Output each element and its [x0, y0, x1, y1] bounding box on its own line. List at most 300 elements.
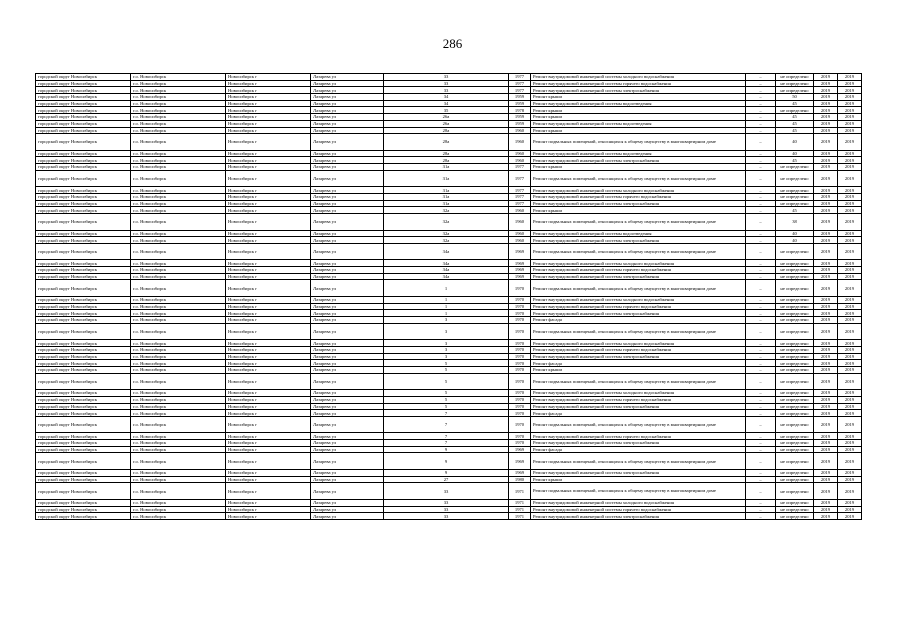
- city-cell: Новосибирск г: [226, 483, 311, 500]
- plan-year-end-cell: 2019: [838, 390, 862, 397]
- street-cell: Лазарева ул: [311, 476, 384, 483]
- build-year-cell: 1977: [509, 170, 531, 187]
- plan-year-start-cell: 2019: [814, 280, 838, 297]
- dash-cell: –: [746, 80, 776, 87]
- house-number-cell: 33: [384, 506, 509, 513]
- district-cell: городской округ Новосибирск: [36, 230, 131, 237]
- plan-year-end-cell: 2019: [838, 100, 862, 107]
- house-number-cell: 33: [384, 499, 509, 506]
- plan-year-end-cell: 2019: [838, 200, 862, 207]
- cost-cell: не определено: [776, 243, 814, 260]
- house-number-cell: 1: [384, 303, 509, 310]
- cost-cell: не определено: [776, 193, 814, 200]
- district-cell: городской округ Новосибирск: [36, 100, 131, 107]
- dash-cell: –: [746, 157, 776, 164]
- city-cell: Новосибирск г: [226, 100, 311, 107]
- dash-cell: –: [746, 100, 776, 107]
- dash-cell: –: [746, 107, 776, 114]
- settlement-cell: г.о. Новосибирск: [131, 453, 226, 470]
- settlement-cell: г.о. Новосибирск: [131, 127, 226, 134]
- house-number-cell: 28а: [384, 134, 509, 151]
- settlement-cell: г.о. Новосибирск: [131, 100, 226, 107]
- street-cell: Лазарева ул: [311, 157, 384, 164]
- table-row: [36, 410, 862, 417]
- house-number-cell: 31а: [384, 164, 509, 171]
- district-cell: городской округ Новосибирск: [36, 267, 131, 274]
- work-type-cell: Ремонт внутридомовой инженерной системы электроснабжения: [531, 440, 746, 447]
- street-cell: Лазарева ул: [311, 303, 384, 310]
- settlement-cell: г.о. Новосибирск: [131, 303, 226, 310]
- plan-year-start-cell: 2019: [814, 513, 838, 520]
- city-cell: Новосибирск г: [226, 134, 311, 151]
- dash-cell: –: [746, 150, 776, 157]
- plan-year-end-cell: 2019: [838, 433, 862, 440]
- build-year-cell: 1970: [509, 346, 531, 353]
- table-row: [36, 150, 862, 157]
- plan-year-end-cell: 2019: [838, 513, 862, 520]
- plan-year-end-cell: 2019: [838, 187, 862, 194]
- city-cell: Новосибирск г: [226, 230, 311, 237]
- street-cell: Лазарева ул: [311, 469, 384, 476]
- district-cell: городской округ Новосибирск: [36, 87, 131, 94]
- cost-cell: не определено: [776, 390, 814, 397]
- cost-cell: не определено: [776, 340, 814, 347]
- plan-year-start-cell: 2019: [814, 360, 838, 367]
- settlement-cell: г.о. Новосибирск: [131, 323, 226, 340]
- build-year-cell: 1970: [509, 373, 531, 390]
- district-cell: городской округ Новосибирск: [36, 310, 131, 317]
- table-row: [36, 273, 862, 280]
- city-cell: Новосибирск г: [226, 150, 311, 157]
- settlement-cell: г.о. Новосибирск: [131, 346, 226, 353]
- street-cell: Лазарева ул: [311, 230, 384, 237]
- street-cell: Лазарева ул: [311, 499, 384, 506]
- plan-year-end-cell: 2019: [838, 120, 862, 127]
- table-row: [36, 243, 862, 260]
- plan-year-start-cell: 2019: [814, 100, 838, 107]
- settlement-cell: г.о. Новосибирск: [131, 410, 226, 417]
- dash-cell: –: [746, 207, 776, 214]
- plan-year-end-cell: 2019: [838, 230, 862, 237]
- dash-cell: –: [746, 296, 776, 303]
- plan-year-start-cell: 2019: [814, 506, 838, 513]
- table-row: [36, 446, 862, 453]
- plan-year-end-cell: 2019: [838, 273, 862, 280]
- district-cell: городской округ Новосибирск: [36, 366, 131, 373]
- cost-cell: не определено: [776, 433, 814, 440]
- cost-cell: не определено: [776, 373, 814, 390]
- build-year-cell: 1960: [509, 237, 531, 244]
- street-cell: Лазарева ул: [311, 207, 384, 214]
- city-cell: Новосибирск г: [226, 433, 311, 440]
- house-number-cell: 33: [384, 74, 509, 81]
- plan-year-end-cell: 2019: [838, 243, 862, 260]
- plan-year-end-cell: 2019: [838, 317, 862, 324]
- settlement-cell: г.о. Новосибирск: [131, 469, 226, 476]
- settlement-cell: г.о. Новосибирск: [131, 317, 226, 324]
- house-number-cell: 27: [384, 476, 509, 483]
- settlement-cell: г.о. Новосибирск: [131, 164, 226, 171]
- city-cell: Новосибирск г: [226, 360, 311, 367]
- plan-year-start-cell: 2019: [814, 346, 838, 353]
- plan-year-end-cell: 2019: [838, 499, 862, 506]
- plan-year-start-cell: 2019: [814, 373, 838, 390]
- cost-cell: не определено: [776, 506, 814, 513]
- plan-year-end-cell: 2019: [838, 170, 862, 187]
- dash-cell: –: [746, 134, 776, 151]
- settlement-cell: г.о. Новосибирск: [131, 230, 226, 237]
- city-cell: Новосибирск г: [226, 260, 311, 267]
- street-cell: Лазарева ул: [311, 267, 384, 274]
- work-type-cell: Ремонт подвальных помещений, относящихся к общему имуществу в многоквартирном доме: [531, 243, 746, 260]
- settlement-cell: г.о. Новосибирск: [131, 237, 226, 244]
- settlement-cell: г.о. Новосибирск: [131, 403, 226, 410]
- plan-year-start-cell: 2019: [814, 187, 838, 194]
- work-type-cell: Ремонт подвальных помещений, относящихся к общему имуществу в многоквартирном доме: [531, 416, 746, 433]
- build-year-cell: 1970: [509, 296, 531, 303]
- street-cell: Лазарева ул: [311, 87, 384, 94]
- house-number-cell: 28а: [384, 157, 509, 164]
- work-type-cell: Ремонт внутридомовой инженерной системы холодного водоснабжения: [531, 74, 746, 81]
- table-row: [36, 127, 862, 134]
- dash-cell: –: [746, 513, 776, 520]
- work-type-cell: Ремонт подвальных помещений, относящихся к общему имуществу в многоквартирном доме: [531, 134, 746, 151]
- dash-cell: –: [746, 366, 776, 373]
- build-year-cell: 1978: [509, 107, 531, 114]
- work-type-cell: Ремонт внутридомовой инженерной системы электроснабжения: [531, 157, 746, 164]
- settlement-cell: г.о. Новосибирск: [131, 310, 226, 317]
- plan-year-end-cell: 2019: [838, 74, 862, 81]
- district-cell: городской округ Новосибирск: [36, 483, 131, 500]
- cost-cell: не определено: [776, 453, 814, 470]
- city-cell: Новосибирск г: [226, 193, 311, 200]
- settlement-cell: г.о. Новосибирск: [131, 80, 226, 87]
- street-cell: Лазарева ул: [311, 193, 384, 200]
- plan-year-end-cell: 2019: [838, 396, 862, 403]
- table-row: [36, 107, 862, 114]
- house-number-cell: 33: [384, 87, 509, 94]
- street-cell: Лазарева ул: [311, 403, 384, 410]
- table-row: [36, 260, 862, 267]
- district-cell: городской округ Новосибирск: [36, 243, 131, 260]
- settlement-cell: г.о. Новосибирск: [131, 134, 226, 151]
- work-type-cell: Ремонт внутридомовой инженерной системы горячего водоснабжения: [531, 267, 746, 274]
- house-number-cell: 3: [384, 353, 509, 360]
- build-year-cell: 1960: [509, 150, 531, 157]
- work-type-cell: Ремонт внутридомовой инженерной системы холодного водоснабжения: [531, 296, 746, 303]
- cost-cell: не определено: [776, 87, 814, 94]
- settlement-cell: г.о. Новосибирск: [131, 446, 226, 453]
- build-year-cell: 1970: [509, 440, 531, 447]
- district-cell: городской округ Новосибирск: [36, 150, 131, 157]
- plan-year-end-cell: 2019: [838, 373, 862, 390]
- city-cell: Новосибирск г: [226, 396, 311, 403]
- plan-year-end-cell: 2019: [838, 403, 862, 410]
- settlement-cell: г.о. Новосибирск: [131, 483, 226, 500]
- cost-cell: не определено: [776, 80, 814, 87]
- build-year-cell: 1970: [509, 433, 531, 440]
- city-cell: Новосибирск г: [226, 74, 311, 81]
- settlement-cell: г.о. Новосибирск: [131, 396, 226, 403]
- table-row: [36, 170, 862, 187]
- house-number-cell: 26а: [384, 120, 509, 127]
- dash-cell: –: [746, 243, 776, 260]
- dash-cell: –: [746, 187, 776, 194]
- street-cell: Лазарева ул: [311, 513, 384, 520]
- cost-cell: 40: [776, 237, 814, 244]
- dash-cell: –: [746, 94, 776, 101]
- work-type-cell: Ремонт внутридомовой инженерной системы горячего водоснабжения: [531, 396, 746, 403]
- settlement-cell: г.о. Новосибирск: [131, 440, 226, 447]
- cost-cell: не определено: [776, 187, 814, 194]
- district-cell: городской округ Новосибирск: [36, 237, 131, 244]
- table-row: [36, 187, 862, 194]
- district-cell: городской округ Новосибирск: [36, 403, 131, 410]
- city-cell: Новосибирск г: [226, 340, 311, 347]
- table-row: [36, 193, 862, 200]
- cost-cell: не определено: [776, 267, 814, 274]
- table-row: [36, 207, 862, 214]
- cost-cell: 40: [776, 150, 814, 157]
- street-cell: Лазарева ул: [311, 440, 384, 447]
- cost-cell: не определено: [776, 303, 814, 310]
- street-cell: Лазарева ул: [311, 353, 384, 360]
- work-type-cell: Ремонт крыши: [531, 94, 746, 101]
- dash-cell: –: [746, 310, 776, 317]
- settlement-cell: г.о. Новосибирск: [131, 296, 226, 303]
- table-row: [36, 214, 862, 231]
- cost-cell: не определено: [776, 499, 814, 506]
- dash-cell: –: [746, 446, 776, 453]
- house-number-cell: 5: [384, 390, 509, 397]
- work-type-cell: Ремонт крыши: [531, 107, 746, 114]
- build-year-cell: 1977: [509, 200, 531, 207]
- district-cell: городской округ Новосибирск: [36, 440, 131, 447]
- district-cell: городской округ Новосибирск: [36, 260, 131, 267]
- city-cell: Новосибирск г: [226, 410, 311, 417]
- street-cell: Лазарева ул: [311, 134, 384, 151]
- city-cell: Новосибирск г: [226, 273, 311, 280]
- street-cell: Лазарева ул: [311, 433, 384, 440]
- district-cell: городской округ Новосибирск: [36, 107, 131, 114]
- table-row: [36, 346, 862, 353]
- district-cell: городской округ Новосибирск: [36, 214, 131, 231]
- table-row: [36, 317, 862, 324]
- table-row: [36, 340, 862, 347]
- district-cell: городской округ Новосибирск: [36, 317, 131, 324]
- build-year-cell: 1959: [509, 100, 531, 107]
- table-row: [36, 483, 862, 500]
- cost-cell: 40: [776, 134, 814, 151]
- work-type-cell: Ремонт подвальных помещений, относящихся к общему имуществу в многоквартирном доме: [531, 373, 746, 390]
- street-cell: Лазарева ул: [311, 410, 384, 417]
- house-number-cell: 5: [384, 396, 509, 403]
- settlement-cell: г.о. Новосибирск: [131, 150, 226, 157]
- build-year-cell: 1971: [509, 506, 531, 513]
- cost-cell: не определено: [776, 410, 814, 417]
- house-number-cell: 33: [384, 513, 509, 520]
- street-cell: Лазарева ул: [311, 237, 384, 244]
- street-cell: Лазарева ул: [311, 373, 384, 390]
- table-row: [36, 74, 862, 81]
- table-row: [36, 323, 862, 340]
- plan-year-start-cell: 2019: [814, 134, 838, 151]
- plan-year-end-cell: 2019: [838, 237, 862, 244]
- dash-cell: –: [746, 230, 776, 237]
- plan-year-start-cell: 2019: [814, 353, 838, 360]
- house-number-cell: 9: [384, 453, 509, 470]
- plan-year-start-cell: 2019: [814, 410, 838, 417]
- dash-cell: –: [746, 87, 776, 94]
- cost-cell: не определено: [776, 416, 814, 433]
- dash-cell: –: [746, 323, 776, 340]
- work-type-cell: Ремонт внутридомовой инженерной системы водоотведения: [531, 230, 746, 237]
- plan-year-end-cell: 2019: [838, 483, 862, 500]
- work-type-cell: Ремонт внутридомовой инженерной системы водоотведения: [531, 100, 746, 107]
- build-year-cell: 1977: [509, 193, 531, 200]
- build-year-cell: 1970: [509, 317, 531, 324]
- table-row: [36, 303, 862, 310]
- table-row: [36, 80, 862, 87]
- house-number-cell: 32а: [384, 207, 509, 214]
- cost-cell: не определено: [776, 513, 814, 520]
- cost-cell: не определено: [776, 260, 814, 267]
- street-cell: Лазарева ул: [311, 483, 384, 500]
- settlement-cell: г.о. Новосибирск: [131, 87, 226, 94]
- settlement-cell: г.о. Новосибирск: [131, 187, 226, 194]
- street-cell: Лазарева ул: [311, 150, 384, 157]
- street-cell: Лазарева ул: [311, 187, 384, 194]
- cost-cell: не определено: [776, 346, 814, 353]
- build-year-cell: 1970: [509, 303, 531, 310]
- work-type-cell: Ремонт внутридомовой инженерной системы горячего водоснабжения: [531, 506, 746, 513]
- build-year-cell: 1960: [509, 157, 531, 164]
- dash-cell: –: [746, 127, 776, 134]
- plan-year-end-cell: 2019: [838, 310, 862, 317]
- work-type-cell: Ремонт фасада: [531, 360, 746, 367]
- city-cell: Новосибирск г: [226, 207, 311, 214]
- house-number-cell: 7: [384, 440, 509, 447]
- house-number-cell: 3: [384, 323, 509, 340]
- dash-cell: –: [746, 416, 776, 433]
- dash-cell: –: [746, 74, 776, 81]
- work-type-cell: Ремонт внутридомовой инженерной системы горячего водоснабжения: [531, 303, 746, 310]
- house-number-cell: 31а: [384, 193, 509, 200]
- district-cell: городской округ Новосибирск: [36, 296, 131, 303]
- settlement-cell: г.о. Новосибирск: [131, 267, 226, 274]
- settlement-cell: г.о. Новосибирск: [131, 506, 226, 513]
- build-year-cell: 1960: [509, 230, 531, 237]
- district-cell: городской округ Новосибирск: [36, 127, 131, 134]
- dash-cell: –: [746, 373, 776, 390]
- cost-cell: 38: [776, 214, 814, 231]
- plan-year-end-cell: 2019: [838, 127, 862, 134]
- work-type-cell: Ремонт внутридомовой инженерной системы электроснабжения: [531, 403, 746, 410]
- build-year-cell: 1960: [509, 134, 531, 151]
- table-row: [36, 114, 862, 121]
- city-cell: Новосибирск г: [226, 87, 311, 94]
- build-year-cell: 1970: [509, 310, 531, 317]
- plan-year-start-cell: 2019: [814, 499, 838, 506]
- settlement-cell: г.о. Новосибирск: [131, 94, 226, 101]
- house-number-cell: 5: [384, 403, 509, 410]
- work-type-cell: Ремонт внутридомовой инженерной системы электроснабжения: [531, 513, 746, 520]
- house-number-cell: 34а: [384, 260, 509, 267]
- work-type-cell: Ремонт внутридомовой инженерной системы водоотведения: [531, 150, 746, 157]
- district-cell: городской округ Новосибирск: [36, 410, 131, 417]
- work-type-cell: Ремонт внутридомовой инженерной системы электроснабжения: [531, 353, 746, 360]
- build-year-cell: 1969: [509, 273, 531, 280]
- city-cell: Новосибирск г: [226, 390, 311, 397]
- house-number-cell: 7: [384, 410, 509, 417]
- table-row: [36, 157, 862, 164]
- settlement-cell: г.о. Новосибирск: [131, 207, 226, 214]
- street-cell: Лазарева ул: [311, 310, 384, 317]
- table-row: [36, 120, 862, 127]
- dash-cell: –: [746, 280, 776, 297]
- table-row: [36, 360, 862, 367]
- plan-year-end-cell: 2019: [838, 410, 862, 417]
- cost-cell: не определено: [776, 469, 814, 476]
- dash-cell: –: [746, 433, 776, 440]
- table-row: [36, 134, 862, 151]
- table-row: [36, 87, 862, 94]
- house-number-cell: 33: [384, 80, 509, 87]
- settlement-cell: г.о. Новосибирск: [131, 170, 226, 187]
- work-type-cell: Ремонт внутридомовой инженерной системы холодного водоснабжения: [531, 390, 746, 397]
- plan-year-end-cell: 2019: [838, 114, 862, 121]
- plan-year-start-cell: 2019: [814, 120, 838, 127]
- cost-cell: не определено: [776, 317, 814, 324]
- cost-cell: 45: [776, 100, 814, 107]
- city-cell: Новосибирск г: [226, 513, 311, 520]
- plan-year-start-cell: 2019: [814, 366, 838, 373]
- work-type-cell: Ремонт внутридомовой инженерной системы холодного водоснабжения: [531, 340, 746, 347]
- build-year-cell: 1970: [509, 353, 531, 360]
- dash-cell: –: [746, 440, 776, 447]
- street-cell: Лазарева ул: [311, 114, 384, 121]
- table-row: [36, 499, 862, 506]
- street-cell: Лазарева ул: [311, 506, 384, 513]
- settlement-cell: г.о. Новосибирск: [131, 373, 226, 390]
- district-cell: городской округ Новосибирск: [36, 506, 131, 513]
- cost-cell: не определено: [776, 323, 814, 340]
- dash-cell: –: [746, 483, 776, 500]
- city-cell: Новосибирск г: [226, 170, 311, 187]
- table-row: [36, 310, 862, 317]
- district-cell: городской округ Новосибирск: [36, 499, 131, 506]
- district-cell: городской округ Новосибирск: [36, 94, 131, 101]
- dash-cell: –: [746, 193, 776, 200]
- plan-year-start-cell: 2019: [814, 446, 838, 453]
- work-type-cell: Ремонт крыши: [531, 476, 746, 483]
- house-number-cell: 28а: [384, 127, 509, 134]
- street-cell: Лазарева ул: [311, 200, 384, 207]
- plan-year-start-cell: 2019: [814, 157, 838, 164]
- plan-year-end-cell: 2019: [838, 366, 862, 373]
- house-number-cell: 31а: [384, 170, 509, 187]
- district-cell: городской округ Новосибирск: [36, 273, 131, 280]
- house-number-cell: 5: [384, 360, 509, 367]
- plan-year-start-cell: 2019: [814, 483, 838, 500]
- city-cell: Новосибирск г: [226, 323, 311, 340]
- city-cell: Новосибирск г: [226, 346, 311, 353]
- plan-year-end-cell: 2019: [838, 260, 862, 267]
- street-cell: Лазарева ул: [311, 360, 384, 367]
- build-year-cell: 1970: [509, 366, 531, 373]
- house-number-cell: 35: [384, 107, 509, 114]
- settlement-cell: г.о. Новосибирск: [131, 390, 226, 397]
